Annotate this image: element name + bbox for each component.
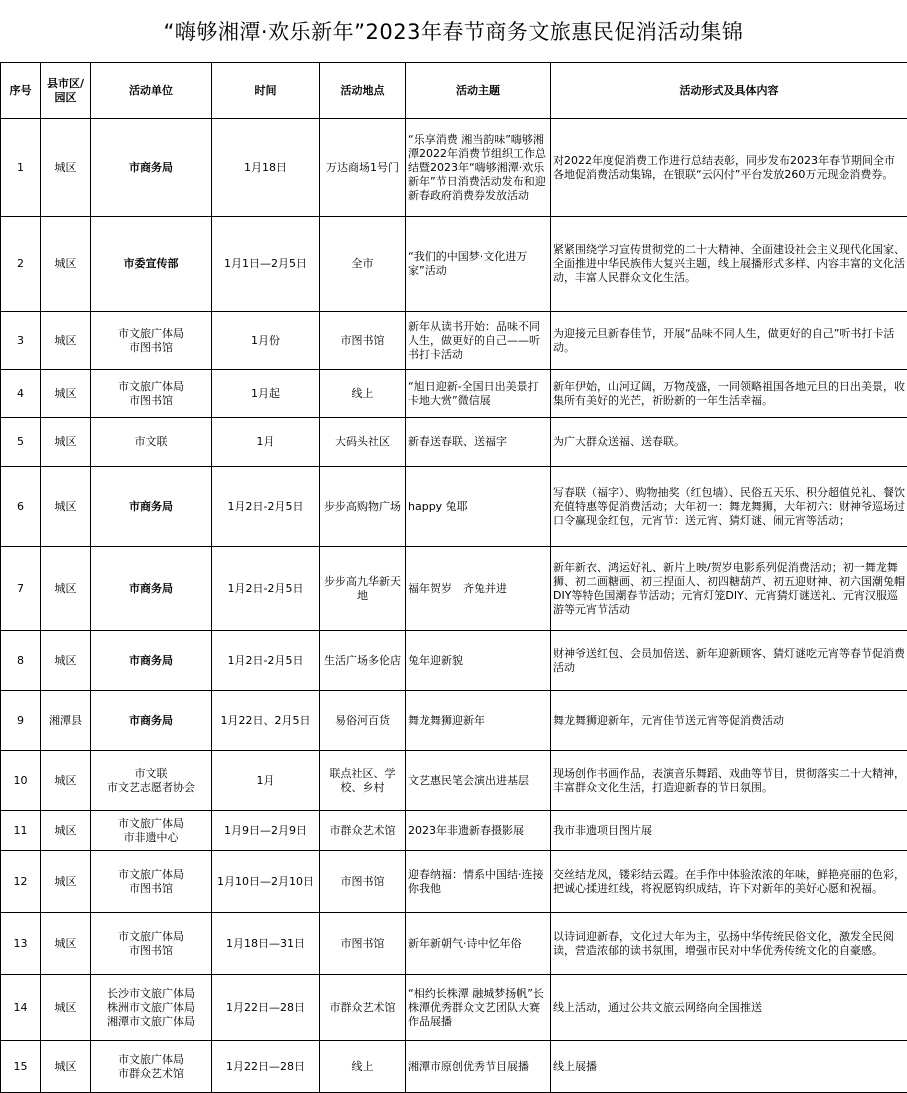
table-row [1, 370, 907, 418]
cell-area: 城区 [41, 119, 91, 217]
cell-place: 易俗河百货 [320, 691, 406, 751]
cell-time: 1月 [212, 751, 320, 811]
table-row [1, 312, 907, 370]
cell-place: 市图书馆 [320, 913, 406, 975]
cell-content: 财神爷送红包、会员加倍送、新年迎新顾客、猜灯谜吃元宵等春节促消费活动 [551, 631, 907, 691]
cell-place: 市图书馆 [320, 851, 406, 913]
cell-unit: 市商务局 [91, 467, 212, 547]
table-row [1, 751, 907, 811]
cell-unit: 市文旅广体局 市图书馆 [91, 851, 212, 913]
cell-unit: 市商务局 [91, 119, 212, 217]
table-row [1, 119, 907, 217]
header-row [1, 63, 907, 119]
cell-unit: 市商务局 [91, 631, 212, 691]
cell-no: 1 [1, 119, 41, 217]
header-no: 序号 [1, 63, 41, 119]
cell-place: 全市 [320, 217, 406, 312]
table-row [1, 631, 907, 691]
table-row [1, 975, 907, 1041]
cell-area: 城区 [41, 913, 91, 975]
cell-time: 1月10日—2月10日 [212, 851, 320, 913]
cell-time: 1月2日-2月5日 [212, 467, 320, 547]
cell-theme: 湘潭市原创优秀节目展播 [406, 1041, 551, 1093]
cell-place: 大码头社区 [320, 418, 406, 467]
cell-area: 城区 [41, 751, 91, 811]
cell-time: 1月18日 [212, 119, 320, 217]
cell-no: 4 [1, 370, 41, 418]
cell-area: 城区 [41, 975, 91, 1041]
cell-time: 1月起 [212, 370, 320, 418]
cell-place: 步步高购物广场 [320, 467, 406, 547]
cell-no: 10 [1, 751, 41, 811]
cell-theme: 新年从读书开始：品味不同人生，做更好的自己——听书打卡活动 [406, 312, 551, 370]
cell-area: 城区 [41, 467, 91, 547]
cell-no: 11 [1, 811, 41, 851]
cell-place: 万达商场1号门 [320, 119, 406, 217]
cell-theme: 迎春纳福：情系中国结·连接你我他 [406, 851, 551, 913]
cell-no: 13 [1, 913, 41, 975]
cell-unit: 市文旅广体局 市非遗中心 [91, 811, 212, 851]
cell-content: 我市非遗项目图片展 [551, 811, 907, 851]
cell-no: 15 [1, 1041, 41, 1093]
cell-content: 线上展播 [551, 1041, 907, 1093]
cell-unit: 市文旅广体局 市群众艺术馆 [91, 1041, 212, 1093]
cell-theme: happy 兔耶 [406, 467, 551, 547]
header-unit: 活动单位 [91, 63, 212, 119]
table-row [1, 418, 907, 467]
cell-area: 城区 [41, 312, 91, 370]
table-row [1, 851, 907, 913]
header-content: 活动形式及具体内容 [551, 63, 907, 119]
cell-content: 写春联（福字）、购物抽奖（红包墙）、民俗五天乐、积分超值兑礼、餐饮充值特惠等促消费活动；大年初一：舞龙舞狮，大年初六：财神爷巡场过口令赢现金红包，元宵节：送元宵、猜灯谜、闹元宵等活动； [551, 467, 907, 547]
cell-area: 城区 [41, 851, 91, 913]
cell-place: 市图书馆 [320, 312, 406, 370]
table-row [1, 547, 907, 631]
cell-unit: 市文旅广体局 市图书馆 [91, 312, 212, 370]
header-place: 活动地点 [320, 63, 406, 119]
cell-theme: “旭日迎新-全国日出美景打卡地大赏”微信展 [406, 370, 551, 418]
cell-content: 对2022年度促消费工作进行总结表彰，同步发布2023年春节期间全市各地促消费活动集锦，在银联“云闪付”平台发放260万元现金消费券。 [551, 119, 907, 217]
cell-theme: 文艺惠民笔会演出进基层 [406, 751, 551, 811]
cell-area: 城区 [41, 631, 91, 691]
cell-no: 6 [1, 467, 41, 547]
cell-no: 3 [1, 312, 41, 370]
cell-unit: 市文旅广体局 市图书馆 [91, 913, 212, 975]
cell-theme: 新年新朝气·诗中忆年俗 [406, 913, 551, 975]
cell-content: 以诗词迎新春，文化过大年为主，弘扬中华传统民俗文化，激发全民阅读，营造浓郁的读书氛围，增强市民对中华优秀传统文化的自豪感。 [551, 913, 907, 975]
cell-time: 1月2日-2月5日 [212, 547, 320, 631]
cell-unit: 市商务局 [91, 547, 212, 631]
cell-content: 新年新衣、鸿运好礼、新片上映/贺岁电影系列促消费活动；初一舞龙舞狮、初二画糖画、初三捏面人、初四糖葫芦、初五迎财神、初六国潮兔帽DIY等特色国潮春节活动；元宵灯笼DIY、元宵猜灯谜送礼、元宵汉服巡游等元宵节活动 [551, 547, 907, 631]
cell-place: 市群众艺术馆 [320, 811, 406, 851]
cell-unit: 市文联 市文艺志愿者协会 [91, 751, 212, 811]
cell-no: 12 [1, 851, 41, 913]
cell-unit: 市文联 [91, 418, 212, 467]
cell-theme: “我们的中国梦·文化进万家”活动 [406, 217, 551, 312]
cell-theme: 兔年迎新貌 [406, 631, 551, 691]
cell-unit: 长沙市文旅广体局 株洲市文旅广体局 湘潭市文旅广体局 [91, 975, 212, 1041]
cell-place: 生活广场多伦店 [320, 631, 406, 691]
cell-area: 湘潭县 [41, 691, 91, 751]
cell-place: 市群众艺术馆 [320, 975, 406, 1041]
cell-unit: 市委宣传部 [91, 217, 212, 312]
cell-theme: “相约长株潭 融城梦扬帆”长株潭优秀群众文艺团队大赛作品展播 [406, 975, 551, 1041]
cell-time: 1月22日—28日 [212, 1041, 320, 1093]
table-row [1, 913, 907, 975]
cell-unit: 市商务局 [91, 691, 212, 751]
cell-area: 城区 [41, 217, 91, 312]
table-row [1, 217, 907, 312]
cell-time: 1月份 [212, 312, 320, 370]
cell-theme: 福年贺岁 齐兔并进 [406, 547, 551, 631]
cell-content: 线上活动，通过公共文旅云网络向全国推送 [551, 975, 907, 1041]
cell-place: 线上 [320, 1041, 406, 1093]
cell-area: 城区 [41, 370, 91, 418]
cell-theme: 2023年非遗新春摄影展 [406, 811, 551, 851]
activity-table [0, 62, 907, 1093]
cell-time: 1月 [212, 418, 320, 467]
cell-time: 1月22日、2月5日 [212, 691, 320, 751]
cell-no: 9 [1, 691, 41, 751]
cell-theme: “乐享消费 湘当韵味”嗨够湘潭2022年消费节组织工作总结暨2023年“嗨够湘潭·欢乐新年”节日消费活动发布和迎新春政府消费券发放活动 [406, 119, 551, 217]
cell-content: 新年伊始，山河辽阔，万物茂盛，一同领略祖国各地元旦的日出美景，收集所有美好的光芒，祈盼新的一年生活幸福。 [551, 370, 907, 418]
cell-content: 紧紧围绕学习宣传贯彻党的二十大精神、全面建设社会主义现代化国家、全面推进中华民族伟大复兴主题，线上展播形式多样、内容丰富的文化活动，丰富人民群众文化生活。 [551, 217, 907, 312]
cell-area: 城区 [41, 1041, 91, 1093]
cell-no: 14 [1, 975, 41, 1041]
cell-no: 8 [1, 631, 41, 691]
cell-time: 1月22日—28日 [212, 975, 320, 1041]
cell-time: 1月2日-2月5日 [212, 631, 320, 691]
table-row [1, 467, 907, 547]
table-row [1, 811, 907, 851]
cell-place: 联点社区、学校、乡村 [320, 751, 406, 811]
cell-content: 为迎接元旦新春佳节，开展“品味不同人生，做更好的自己”听书打卡活动。 [551, 312, 907, 370]
cell-place: 步步高九华新天地 [320, 547, 406, 631]
cell-theme: 新春送春联、送福字 [406, 418, 551, 467]
cell-no: 5 [1, 418, 41, 467]
cell-area: 城区 [41, 811, 91, 851]
cell-time: 1月9日—2月9日 [212, 811, 320, 851]
cell-no: 2 [1, 217, 41, 312]
cell-content: 为广大群众送福、送春联。 [551, 418, 907, 467]
cell-area: 城区 [41, 418, 91, 467]
cell-content: 舞龙舞狮迎新年，元宵佳节送元宵等促消费活动 [551, 691, 907, 751]
cell-time: 1月18日—31日 [212, 913, 320, 975]
header-theme: 活动主题 [406, 63, 551, 119]
cell-area: 城区 [41, 547, 91, 631]
table-row [1, 1041, 907, 1093]
cell-content: 交丝结龙凤，镂彩结云霞。在手作中体验浓浓的年味，鲜艳亮丽的色彩，把诚心揉进红线，将祝愿钩织成结，许下对新年的美好心愿和祝福。 [551, 851, 907, 913]
cell-place: 线上 [320, 370, 406, 418]
cell-content: 现场创作书画作品，表演音乐舞蹈、戏曲等节目，贯彻落实二十大精神，丰富群众文化生活，打造迎新春的节日氛围。 [551, 751, 907, 811]
table-row [1, 691, 907, 751]
cell-theme: 舞龙舞狮迎新年 [406, 691, 551, 751]
cell-no: 7 [1, 547, 41, 631]
cell-time: 1月1日—2月5日 [212, 217, 320, 312]
page-title: “嗨够湘潭·欢乐新年”2023年春节商务文旅惠民促消活动集锦 [0, 0, 907, 62]
header-time: 时间 [212, 63, 320, 119]
header-area: 县市区/园区 [41, 63, 91, 119]
cell-unit: 市文旅广体局 市图书馆 [91, 370, 212, 418]
